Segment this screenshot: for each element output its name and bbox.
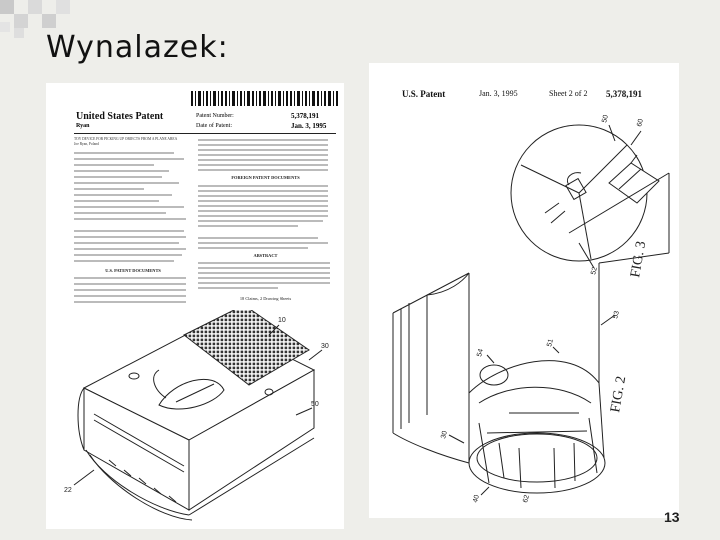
toy-device-drawing xyxy=(64,310,334,525)
fig2-label: FIG. 2 xyxy=(608,375,630,414)
ref-number: 51 xyxy=(546,338,555,348)
sheet-header-sheet: Sheet 2 of 2 xyxy=(549,89,588,98)
patent-header: United States Patent xyxy=(76,111,164,122)
foreign-references-lines xyxy=(198,183,333,233)
svg-text:30: 30 xyxy=(321,343,329,350)
patent-front-page xyxy=(46,83,344,529)
foreign-refs-heading: FOREIGN PATENT DOCUMENTS xyxy=(231,175,300,180)
slide-page-number: 13 xyxy=(664,509,680,525)
svg-text:10: 10 xyxy=(278,317,286,324)
us-references-lines xyxy=(198,137,333,173)
title-field: TOY DEVICE FOR PICKING UP OBJECTS FROM A PLANE AREA xyxy=(74,137,178,141)
slide-title: Wynalazek: xyxy=(46,30,229,65)
inventor-field: Joe Ryan, Poland xyxy=(74,142,99,147)
sheet-header-date: Jan. 3, 1995 xyxy=(479,89,518,98)
ref-number: 52 xyxy=(590,266,599,276)
patent-number-label: Patent Number: xyxy=(196,113,234,119)
us-refs-heading: U.S. PATENT DOCUMENTS xyxy=(105,268,161,273)
ref-number: 62 xyxy=(522,494,531,504)
patent-number: 5,378,191 xyxy=(291,112,319,120)
fig3-label: FIG. 3 xyxy=(628,240,650,279)
bibliographic-text-lines xyxy=(74,149,192,223)
svg-text:22: 22 xyxy=(64,487,72,494)
ref-number: 54 xyxy=(476,348,485,358)
bibliographic-column xyxy=(74,137,192,148)
abstract-lines xyxy=(198,260,333,290)
barcode xyxy=(191,91,339,106)
classification-lines xyxy=(74,228,192,268)
ref-number: 40 xyxy=(472,494,481,504)
claims-line: 18 Claims, 2 Drawing Sheets xyxy=(239,296,292,301)
ref-number: 60 xyxy=(636,118,645,128)
ref-number: 50 xyxy=(601,114,610,124)
patent-date: Jan. 3, 1995 xyxy=(291,122,327,130)
header-rule xyxy=(74,133,336,134)
patent-inventor-name: Ryan xyxy=(76,123,90,129)
figure-drawings xyxy=(369,63,679,518)
abstract-heading: ABSTRACT xyxy=(253,253,278,258)
patent-meta xyxy=(196,111,336,131)
sheet-header-number: 5,378,191 xyxy=(606,89,642,99)
patent-date-label: Date of Patent: xyxy=(196,123,232,129)
svg-text:50: 50 xyxy=(311,401,319,408)
examiner-lines xyxy=(198,235,333,253)
patent-drawing-sheet xyxy=(369,63,679,518)
ref-number: 53 xyxy=(612,310,621,320)
us-references-left-lines xyxy=(74,275,192,307)
sheet-header-left: U.S. Patent xyxy=(402,89,446,99)
ref-number: 30 xyxy=(440,430,449,440)
